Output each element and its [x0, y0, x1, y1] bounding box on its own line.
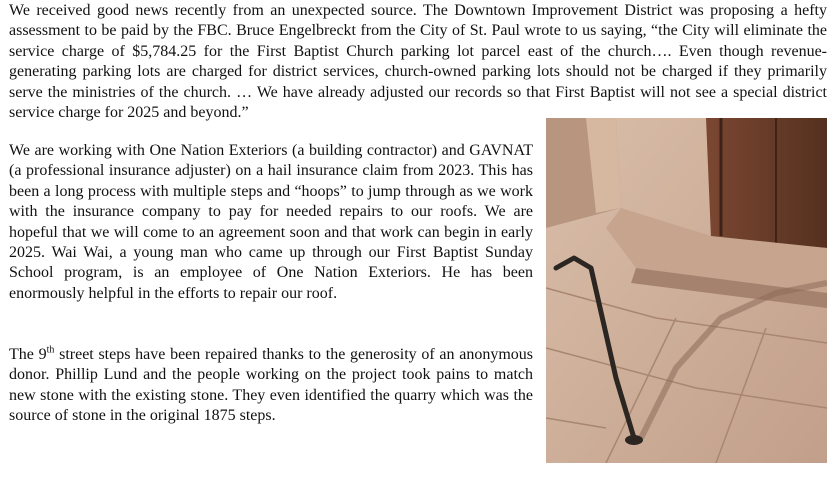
p3-text-after: street steps have been repaired thanks to the generosity of an anonymous donor. Phillip Lund and the people working on the project took pains to match new stone with the existing stone. They even identified the quarry which was the source of stone in the original 1875 steps.	[9, 346, 534, 425]
paragraph-assessment: We received good news recently from an unexpected source. The Downtown Improvement District was proposing a hefty assessment to be paid by the FBC. Bruce Engelbreckt from the City of St. Paul wrote to us saying, “the City will eliminate the service charge of $5,784.25 for the First Baptist Church parking lot parcel east of the church…. Even though revenue-generating parking lots are charged for district services, church-owned parking lots should not be charged if they primarily serve the ministries of the church. … We have already adjusted our records so that First Baptist will not see a special district service charge for 2025 and beyond.”	[9, 2, 827, 122]
steps-photo	[546, 118, 827, 463]
railing-base	[625, 435, 643, 445]
p3-text-before: The 9	[9, 346, 47, 363]
ordinal-suffix: th	[46, 344, 55, 356]
paragraph-insurance-claim: We are working with One Nation Exteriors (a building contractor) and GAVNAT (a professional insurance adjuster) on a hail insurance claim from 2023. This has been a long process with multiple steps and “hoops” to jump through as we work with the insurance company to pay for needed repairs to our roofs. We are hopeful that we will come to an agreement soon and that work can begin in early 2025. Wai Wai, a young man who came up through our First Baptist Sunday School program, is an employee of One Nation Exteriors. He has been enormously helpful in the efforts to repair our roof.	[9, 142, 533, 302]
steps-photo-illustration	[546, 118, 827, 463]
wooden-door	[706, 118, 827, 248]
paragraph-street-steps	[9, 345, 533, 427]
